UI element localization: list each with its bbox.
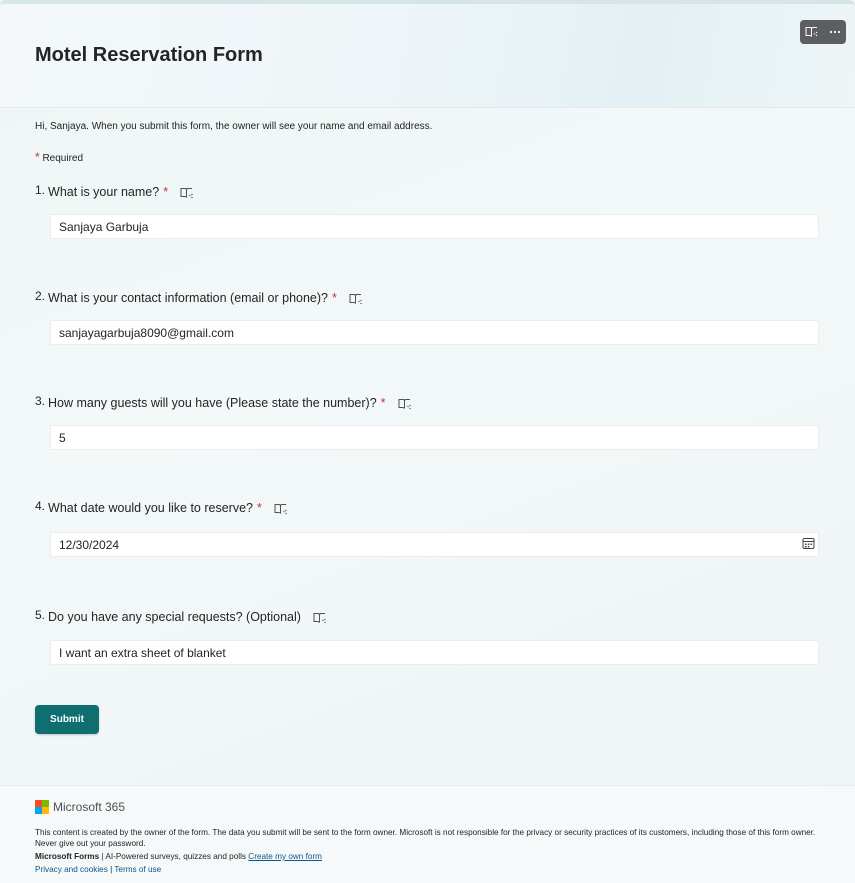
- immersive-reader-icon[interactable]: [313, 610, 327, 626]
- question-5: [35, 610, 825, 628]
- question-text: How many guests will you have (Please state the number)?: [48, 396, 377, 410]
- microsoft-365-logo: [35, 800, 125, 814]
- link-separator: |: [107, 865, 115, 874]
- special-requests-input[interactable]: [50, 640, 819, 665]
- required-star: *: [35, 150, 40, 164]
- immersive-reader-icon[interactable]: [398, 396, 412, 412]
- intro-text: Hi, Sanjaya. When you submit this form, the owner will see your name and email address.: [35, 121, 433, 132]
- immersive-reader-icon[interactable]: [349, 291, 363, 307]
- disclaimer-text: This content is created by the owner of the form. The data you submit will be sent to the form owner. Microsoft is not responsible for the privacy or security practices of its customers, including those of this form owner. Never give out your password.: [35, 828, 816, 848]
- required-star: *: [256, 501, 262, 515]
- more-options-button[interactable]: [823, 20, 846, 44]
- privacy-link[interactable]: Privacy and cookies: [35, 865, 108, 874]
- calendar-icon[interactable]: [802, 537, 815, 550]
- more-options-icon: [829, 30, 841, 34]
- name-input[interactable]: [50, 214, 819, 239]
- guests-input[interactable]: [50, 425, 819, 450]
- required-star: *: [332, 291, 337, 305]
- question-2: [35, 291, 825, 309]
- create-form-link[interactable]: Create my own form: [248, 852, 322, 861]
- product-line: [35, 852, 322, 861]
- question-number: 5.: [35, 608, 46, 622]
- form-title: Motel Reservation Form: [35, 44, 263, 66]
- immersive-reader-icon[interactable]: [274, 501, 288, 517]
- product-name: Microsoft Forms: [35, 852, 100, 861]
- required-note: [35, 150, 83, 164]
- form-header: [0, 4, 855, 108]
- submit-button[interactable]: Submit: [35, 705, 99, 734]
- question-label: [35, 185, 825, 203]
- question-number: 4.: [35, 499, 46, 513]
- legal-links: [35, 865, 161, 874]
- question-label: [35, 291, 825, 309]
- question-text: Do you have any special requests? (Optional): [48, 610, 301, 624]
- question-1: [35, 185, 825, 203]
- question-number: 2.: [35, 289, 46, 303]
- immersive-reader-icon: [805, 26, 818, 38]
- question-label: [35, 501, 825, 519]
- top-toolbar: [800, 20, 846, 44]
- microsoft-logo-icon: [35, 800, 49, 814]
- question-number: 1.: [35, 183, 46, 197]
- required-star: *: [380, 396, 386, 410]
- required-label: Required: [42, 153, 84, 164]
- date-field: [50, 532, 819, 557]
- brand-name: Microsoft 365: [53, 800, 126, 814]
- question-4: [35, 501, 825, 519]
- footer: [0, 785, 855, 883]
- question-label: [35, 610, 825, 628]
- required-star: *: [163, 185, 169, 199]
- immersive-reader-icon[interactable]: [180, 185, 194, 201]
- terms-link[interactable]: Terms of use: [114, 865, 162, 874]
- product-tagline: | AI-Powered surveys, quizzes and polls: [99, 852, 249, 861]
- question-3: [35, 396, 825, 414]
- date-input[interactable]: [50, 532, 819, 557]
- immersive-reader-button[interactable]: [800, 20, 823, 44]
- contact-input[interactable]: [50, 320, 819, 345]
- question-text: What is your name?: [48, 185, 160, 199]
- question-text: What date would you like to reserve?: [48, 501, 253, 515]
- question-number: 3.: [35, 394, 46, 408]
- question-text: What is your contact information (email or phone)?: [48, 291, 329, 305]
- question-label: [35, 396, 825, 414]
